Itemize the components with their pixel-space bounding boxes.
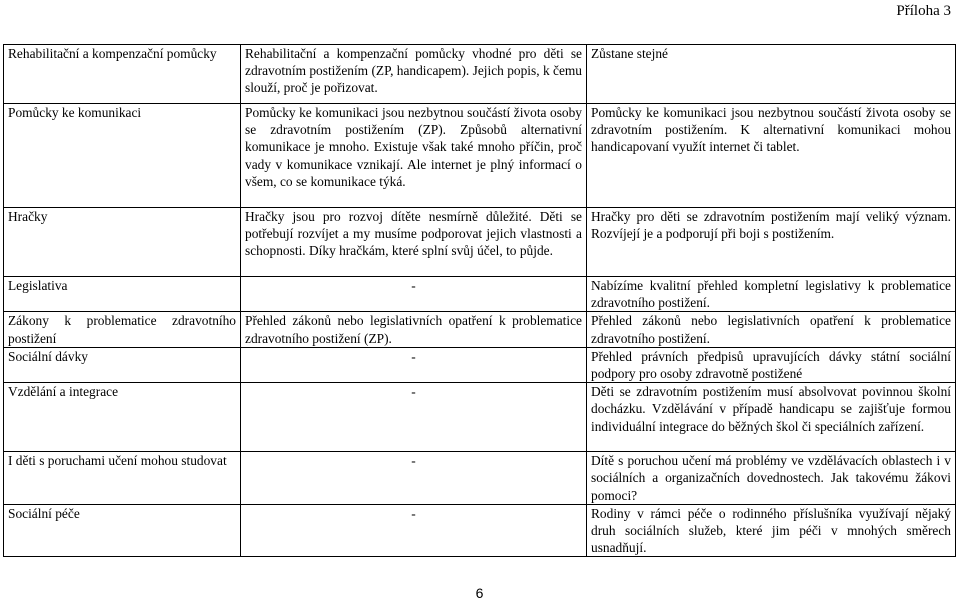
- original-text-cell: Hračky jsou pro rozvoj dítěte nesmírně důležité. Děti se potřebují rozvíjet a my musíme podporovat jejich vlastnosti a schopnosti. Díky hračkám, které splní svůj účel, to půjde.: [241, 208, 587, 277]
- revised-text-cell: Hračky pro děti se zdravotním postižením mají veliký význam. Rozvíjejí je a podporují při boji s postižením.: [587, 208, 956, 277]
- table-row: [4, 45, 956, 104]
- table-row: [4, 347, 956, 382]
- original-text-cell: Rehabilitační a kompenzační pomůcky vhodné pro děti se zdravotním postižením (ZP, handicapem). Jejich popis, k čemu slouží, proč je pořizovat.: [241, 45, 587, 104]
- revised-text-cell: Přehled právních předpisů upravujících dávky státní sociální podpory pro osoby zdravotně postižené: [587, 347, 956, 382]
- topic-cell: Vzdělání a integrace: [4, 383, 241, 452]
- table-row: [4, 277, 956, 312]
- table-row: [4, 104, 956, 208]
- page-number: 6: [475, 585, 484, 601]
- topic-cell: Hračky: [4, 208, 241, 277]
- table-row: [4, 504, 956, 557]
- revised-text-cell: Pomůcky ke komunikaci jsou nezbytnou součástí života osoby se zdravotním postižením. K alternativní komunikaci mohou handicapovaní využít internet či tablet.: [587, 104, 956, 208]
- original-text-cell: Přehled zákonů nebo legislativních opatření k problematice zdravotního postižení (ZP).: [241, 312, 587, 347]
- topic-cell: Sociální dávky: [4, 347, 241, 382]
- original-text-cell: -: [241, 277, 587, 312]
- original-text-cell: -: [241, 347, 587, 382]
- revised-text-cell: Nabízíme kvalitní přehled kompletní legislativy k problematice zdravotního postižení.: [587, 277, 956, 312]
- revised-text-cell: Děti se zdravotním postižením musí absolvovat povinnou školní docházku. Vzdělávání v případě handicapu se zajišťuje formou individuální integrace do běžných škol či speciálních zařízení.: [587, 383, 956, 452]
- revised-text-cell: Přehled zákonů nebo legislativních opatření k problematice zdravotního postižení.: [587, 312, 956, 347]
- comparison-table: [3, 44, 956, 557]
- table-row: [4, 452, 956, 505]
- table-row: [4, 383, 956, 452]
- topic-cell: Sociální péče: [4, 504, 241, 557]
- topic-cell: I děti s poruchami učení mohou studovat: [4, 452, 241, 505]
- topic-cell: Legislativa: [4, 277, 241, 312]
- original-text-cell: -: [241, 504, 587, 557]
- original-text-cell: -: [241, 452, 587, 505]
- revised-text-cell: Rodiny v rámci péče o rodinného příslušníka využívají nějaký druh sociálních služeb, které jim péči v mnohých směrech usnadňují.: [587, 504, 956, 557]
- revised-text-cell: Zůstane stejné: [587, 45, 956, 104]
- topic-cell: Pomůcky ke komunikaci: [4, 104, 241, 208]
- topic-cell: Zákony k problematice zdravotního postižení: [4, 312, 241, 347]
- appendix-label: Příloha 3: [896, 3, 951, 19]
- original-text-cell: -: [241, 383, 587, 452]
- original-text-cell: Pomůcky ke komunikaci jsou nezbytnou součástí života osoby se zdravotním postižením (ZP). Způsobů alternativní komunikace je mnoho. Existuje však také mnoho příčin, proč vady v komunikace vznikají. Ale internet je plný informací o všem, co se komunikace týká.: [241, 104, 587, 208]
- topic-cell: Rehabilitační a kompenzační pomůcky: [4, 45, 241, 104]
- table-row: [4, 208, 956, 277]
- revised-text-cell: Dítě s poruchou učení má problémy ve vzdělávacích oblastech i v sociálních a organizačních dovednostech. Jak takovému žákovi pomoci?: [587, 452, 956, 505]
- table-row: [4, 312, 956, 347]
